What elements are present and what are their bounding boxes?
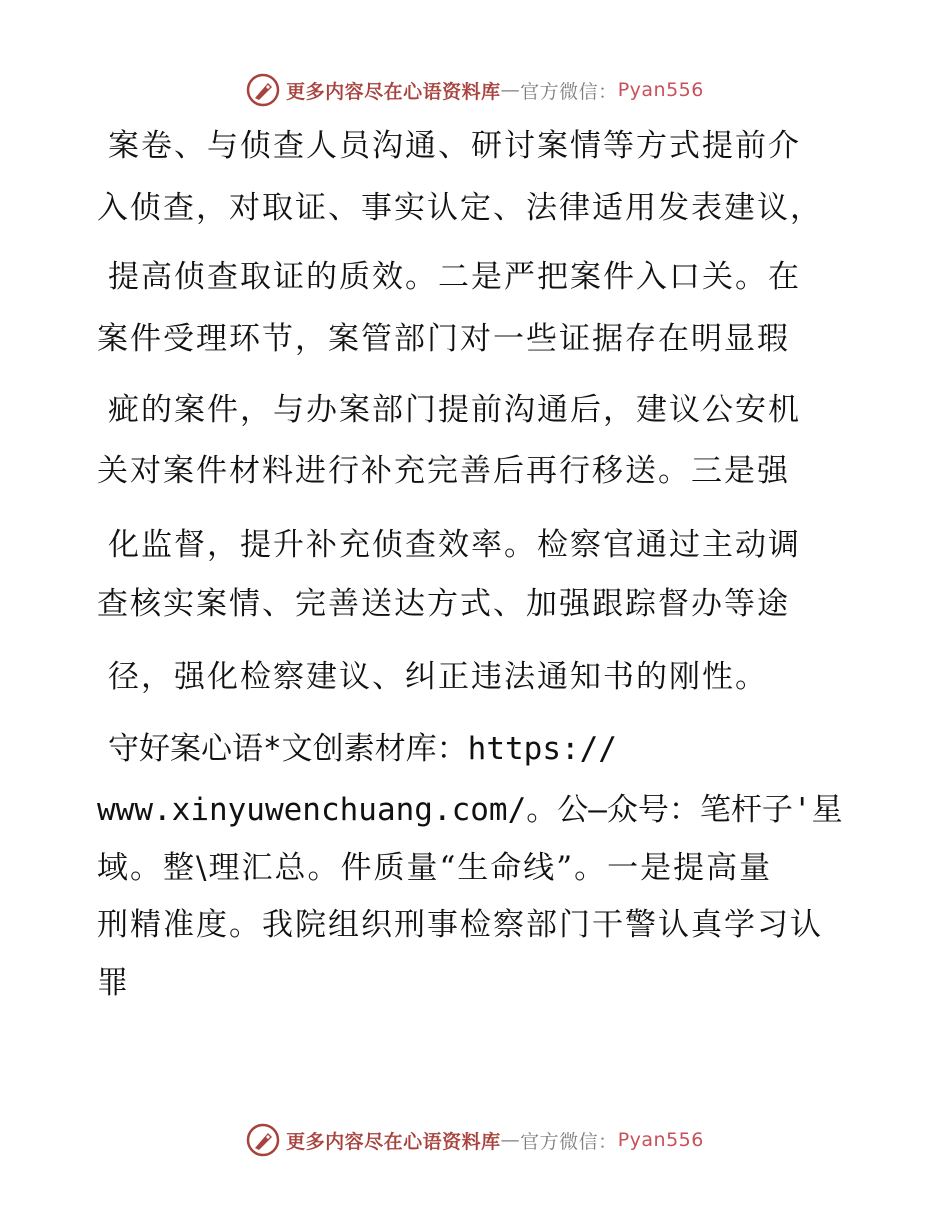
text-line: 域。整\理汇总。件质量“生命线”。一是提高量 [97, 850, 773, 886]
footer-dash: — [500, 1129, 521, 1151]
text-line: 关对案件材料进行补充完善后再行移送。三是强 [97, 453, 790, 489]
header-dash: — [500, 79, 521, 101]
header-wechat-id: Pyan556 [617, 79, 704, 101]
header-banner [0, 70, 950, 110]
text-line: 疵的案件，与办案部门提前沟通后，建议公安机 [108, 392, 801, 428]
text-line: 罪 [97, 965, 130, 1001]
text-line: 化监督，提升补充侦查效率。检察官通过主动调 [108, 527, 801, 563]
text-line: 查核实案情、完善送达方式、加强跟踪督办等途 [97, 586, 790, 622]
footer-brand: 更多内容尽在心语资料库 [286, 1130, 501, 1153]
text-line: 守好案心语*文创素材库：https:// [108, 731, 617, 767]
pen-nib-icon [246, 73, 280, 107]
pen-nib-icon [246, 1123, 280, 1157]
header-wechat-label: 官方微信： [520, 80, 618, 103]
text-line: 入侦查，对取证、事实认定、法律适用发表建议， [97, 190, 823, 226]
text-line: 提高侦查取证的质效。二是严把案件入口关。在 [108, 259, 801, 295]
text-line: 案件受理环节，案管部门对一些证据存在明显瑕 [97, 321, 790, 357]
footer-wechat-id: Pyan556 [617, 1129, 704, 1151]
header-brand: 更多内容尽在心语资料库 [286, 80, 501, 103]
text-line: www.xinyuwenchuang.com/。公—众号：笔杆子'星 [97, 792, 843, 828]
footer-banner [0, 1120, 950, 1160]
footer-wechat-label: 官方微信： [520, 1130, 618, 1153]
text-line: 案卷、与侦查人员沟通、研讨案情等方式提前介 [108, 128, 801, 164]
text-line: 径，强化检察建议、纠正违法通知书的刚性。 [108, 659, 768, 695]
text-line: 刑精准度。我院组织刑事检察部门干警认真学习认 [97, 907, 823, 943]
